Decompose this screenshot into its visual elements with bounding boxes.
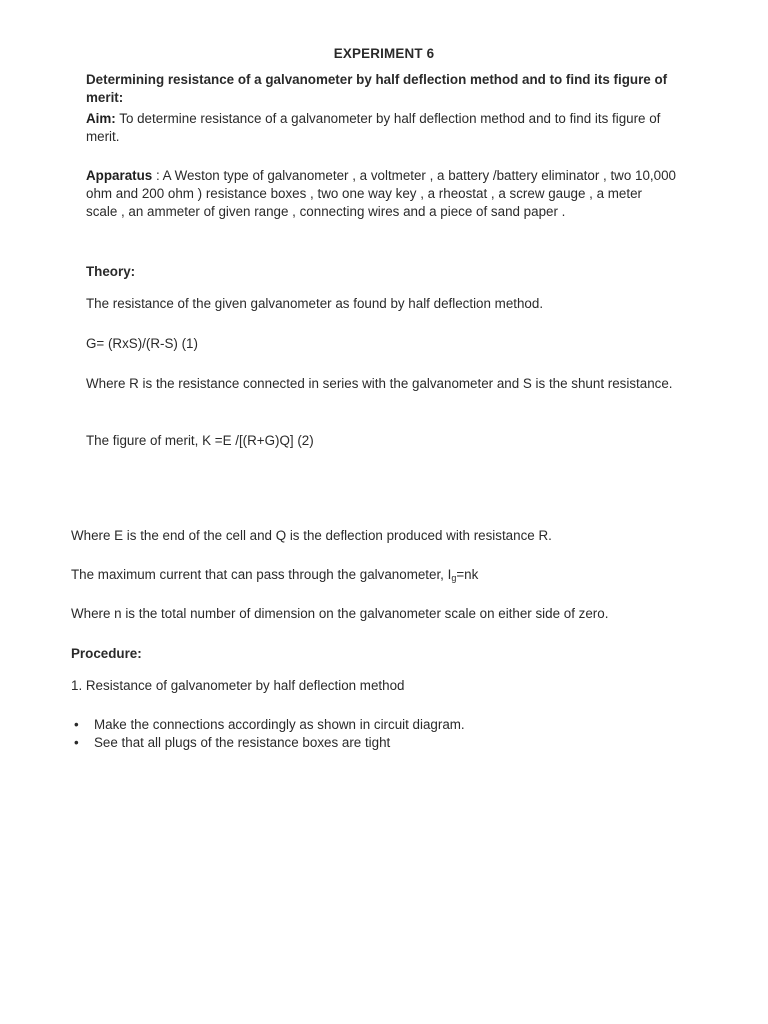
experiment-heading: Determining resistance of a galvanometer by half deflection method and to find its figure of merit: [86, 72, 668, 105]
theory-heading: Theory: [86, 264, 136, 279]
where-e-explanation: Where E is the end of the cell and Q is the deflection produced with resistance R. [71, 528, 552, 543]
procedure-bullet-list [71, 716, 465, 752]
max-current-statement [71, 566, 711, 587]
bullet-text: Make the connections accordingly as shown in circuit diagram. [94, 717, 465, 732]
theory-text: The resistance of the given galvanometer as found by half deflection method. [86, 296, 544, 311]
aim-text: To determine resistance of a galvanometer by half deflection method and to find its figure of merit. [86, 111, 661, 144]
bullet-text: See that all plugs of the resistance boxes are tight [94, 735, 391, 750]
apparatus-text: : A Weston type of galvanometer , a voltmeter , a battery /battery eliminator , two 10,000 ohm and 200 ohm ) resistance boxes , two one way key , a rheostat , a screw gauge , a meter scale , an ammeter of given range , connecting wires and a piece of sand paper . [86, 168, 676, 219]
procedure-step-1: 1. Resistance of galvanometer by half deflection method [71, 678, 405, 693]
experiment-title: EXPERIMENT 6 [333, 46, 435, 61]
max-current-prefix: The maximum current that can pass through the galvanometer, I [71, 567, 452, 582]
list-item [71, 734, 465, 752]
procedure-heading: Procedure: [71, 646, 142, 661]
aim-paragraph [86, 110, 676, 146]
formula-figure-of-merit: The figure of merit, K =E /[(R+G)Q] (2) [86, 433, 314, 448]
max-current-subscript: g [451, 573, 457, 583]
list-item [71, 716, 465, 734]
formula-galvanometer-resistance: G= (RxS)/(R-S) (1) [86, 336, 198, 351]
bullet-glyph: • [74, 735, 79, 750]
where-r-explanation: Where R is the resistance connected in series with the galvanometer and S is the shunt resistance. [86, 376, 673, 391]
apparatus-paragraph [86, 167, 676, 221]
aim-label: Aim: [86, 111, 116, 126]
max-current-suffix: =nk [456, 567, 479, 582]
bullet-glyph: • [74, 717, 79, 732]
apparatus-label: Apparatus [86, 168, 153, 183]
where-n-explanation: Where n is the total number of dimension on the galvanometer scale on either side of zero. [71, 606, 609, 621]
